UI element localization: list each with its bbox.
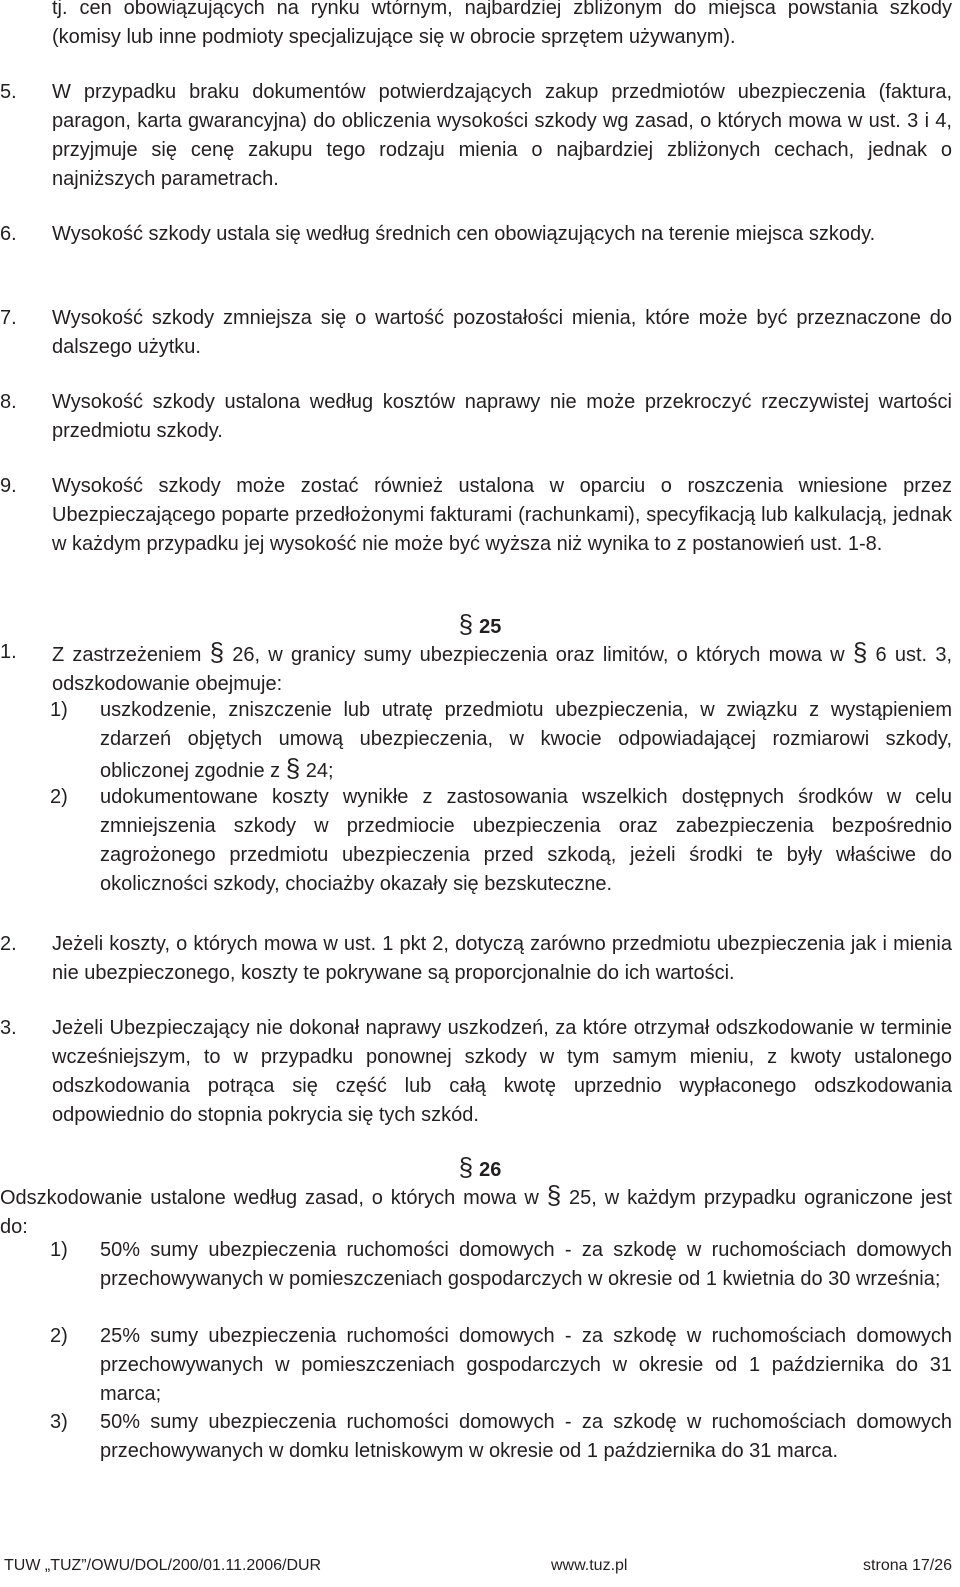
section-25-heading: § 25 <box>458 609 502 639</box>
paragraph-24-9: 9. Wysokość szkody może zostać również ustalona w oparciu o roszczenia wniesione przez Ubezpieczającego poparte przedłożonymi fakturami (rachunkami), specyfikacją lub kalkulacją, jednak w każdym przypadku jej wysokość nie może być wyższa niż wynika to z postanowień ust. 1-8. <box>0 475 952 555</box>
paragraph-24-8: 8. Wysokość szkody ustalona według kosztów naprawy nie może przekroczyć rzeczywistej wartości przedmiotu szkody. <box>0 391 952 442</box>
section-26-item-2: 2) 25% sumy ubezpieczenia ruchomości domowych - za szkodę w ruchomościach domowych przechowywanych w pomieszczeniach gospodarczych w okresie od 1 października do 31 marca; <box>50 1325 952 1405</box>
paragraph-25-1: 1. Z zastrzeżeniem § 26, w granicy sumy ubezpieczenia oraz limitów, o których mowa w § 6 ust. 3, odszkodowanie obejmuje: <box>0 637 953 695</box>
footer-website-link[interactable]: www.tuz.pl <box>551 1557 628 1574</box>
footer-page-number: strona 17/26 <box>863 1557 952 1574</box>
section-26-item-3: 3) 50% sumy ubezpieczenia ruchomości domowych - za szkodę w ruchomościach domowych przechowywanych w domku letniskowym w okresie od 1 października do 31 marca. <box>50 1411 952 1462</box>
section-26-heading: § 26 <box>458 1152 502 1182</box>
continuation-text: tj. cen obowiązujących na rynku wtórnym, najbardziej zbliżonym do miejsca powstania szkody (komisy lub inne podmioty specjalizujące się w obrocie sprzętem używanym). <box>52 0 952 48</box>
paragraph-25-2: 2. Jeżeli koszty, o których mowa w ust. 1 pkt 2, dotyczą zarówno przedmiotu ubezpieczenia jak i mienia nie ubezpieczonego, koszty te pokrywane są proporcjonalnie do ich wartości. <box>0 933 952 984</box>
paragraph-25-3: 3. Jeżeli Ubezpieczający nie dokonał naprawy uszkodzeń, za które otrzymał odszkodowanie w terminie wcześniejszym, to w przypadku ponownej szkody w tym samym mieniu, z kwoty ustalonego odszkodowania potrąca się część lub całą kwotę uprzednio wypłaconego odszkodowania odpowiednio do stopnia pokrycia się tych szkód. <box>0 1017 952 1126</box>
paragraph-24-5: 5. W przypadku braku dokumentów potwierdzających zakup przedmiotów ubezpieczenia (faktura, paragon, karta gwarancyjna) do obliczenia wysokości szkody wg zasad, o których mowa w ust. 3 i 4, przyjmuje się cenę zakupu tego rodzaju mienia o najbardziej zbliżonych cechach, jednak o najniższych parametrach. <box>0 81 952 190</box>
paragraph-25-1-item-2: 2) udokumentowane koszty wynikłe z zastosowania wszelkich dostępnych środków w celu zmniejszenia szkody w przedmiocie ubezpieczenia oraz zabezpieczenia bezpośrednio zagrożonego przedmiotu ubezpieczenia przed szkodą, jeżeli środki te były właściwe do okoliczności szkody, chociażby okazały się bezskuteczne. <box>50 786 952 895</box>
paragraph-25-1-item-1: 1) uszkodzenie, zniszczenie lub utratę przedmiotu ubezpieczenia, w związku z wystąpieniem zdarzeń objętych umową ubezpieczenia, w kwocie odpowiadającej rozmiarowi szkody, obliczonej zgodnie z § 24; <box>50 699 952 783</box>
paragraph-24-7: 7. Wysokość szkody zmniejsza się o wartość pozostałości mienia, które może być przeznaczone do dalszego użytku. <box>0 307 952 358</box>
footer-document-code: TUW „TUZ”/OWU/DOL/200/01.11.2006/DUR <box>4 1557 322 1574</box>
section-26-item-1: 1) 50% sumy ubezpieczenia ruchomości domowych - za szkodę w ruchomościach domowych przechowywanych w pomieszczeniach gospodarczych w okresie od 1 kwietnia do 30 września; <box>50 1239 952 1290</box>
section-26-intro: Odszkodowanie ustalone według zasad, o których mowa w § 25, w każdym przypadku ograniczone jest do: <box>0 1180 952 1238</box>
paragraph-24-6: 6. Wysokość szkody ustala się według średnich cen obowiązujących na terenie miejsca szkody. <box>0 223 876 245</box>
